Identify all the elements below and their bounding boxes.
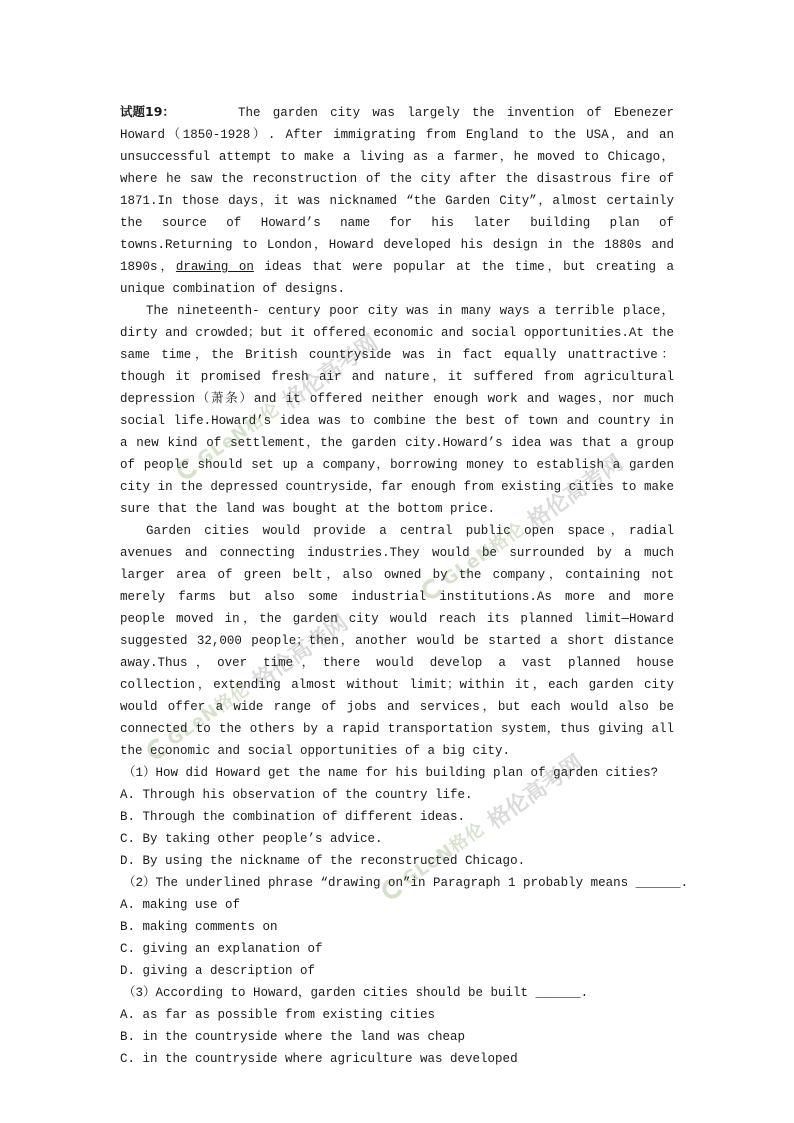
question-1-option-d: D. By using the nickname of the reconstructed Chicago. <box>120 854 526 868</box>
watermark-text: 格伦高考网 <box>278 330 383 415</box>
watermark-logo-icon: GLeN格伦 <box>142 675 255 765</box>
question-1-option-c: C. By taking other people’s advice. <box>120 832 383 846</box>
question-1-stem: （1）How did Howard get the name for his building plan of garden cities? <box>123 766 659 780</box>
paragraph-1 <box>120 101 674 300</box>
underlined-phrase: drawing on <box>175 260 254 274</box>
watermark-logo-icon: GLeN格伦 <box>377 815 490 905</box>
paragraph-1-text-after: ideas that were popular at the time，but creating a unique combination of designs. <box>120 260 675 296</box>
document-page <box>120 101 689 1070</box>
watermark-logo-icon: GLeN格伦 <box>417 515 530 605</box>
paragraph-1-text-before: The garden city was largely the invention of Ebenezer Howard（1850-1928）. After immigrating from England to the USA，and an unsuccessful attempt to make a living as a farmer，he moved to Chicago，where he saw the reconstruction of the city after the disastrous fire of 1871.In those days，it was nicknamed “the Garden City”，almost certainly the source of Howard’s name for his later building plan of towns.Returning to London，Howard developed his design in the 1880s and 1890s， <box>120 106 674 274</box>
question-1-option-a: A. Through his observation of the country life. <box>120 788 473 802</box>
paragraph-2: The nineteenth- century poor city was in many ways a terrible place，dirty and crowded；but it offered economic and social opportunities.At the same time，the British countryside was in fact equally unattractive：though it promised fresh air and nature，it suffered from agricultural depression（萧条）and it offered neither enough work and wages，nor much social life.Howard’s idea was to combine the best of town and country in a new kind of settlement，the garden city.Howard’s idea was that a group of people should set up a company，borrowing money to establish a garden city in the depressed countryside，far enough from existing cities to make sure that the land was bought at the bottom price. <box>120 304 674 516</box>
question-3-option-b: B. in the countryside where the land was cheap <box>120 1030 466 1044</box>
watermark-logo-icon: GLeN格伦 <box>172 395 285 485</box>
watermark-text: 格伦高考网 <box>483 750 588 835</box>
question-2-option-d: D. giving a description of <box>120 964 316 978</box>
question-2-stem: （2）The underlined phrase “drawing on”in Paragraph 1 probably means ______. <box>123 876 689 890</box>
paragraph-3: Garden cities would provide a central public open space，radial avenues and connecting industries.They would be surrounded by a much larger area of green belt，also owned by the company，containing not merely farms but also some industrial institutions.As more and more people moved in，the garden city would reach its planned limit—Howard suggested 32,000 people；then，another would be started a short distance away.Thus，over time，there would develop a vast planned house collection，extending almost without limit；within it，each garden city would offer a wide range of jobs and services，but each would also be connected to the others by a rapid transportation system，thus giving all the economic and social opportunities of a big city. <box>120 524 674 758</box>
watermark-text: 格伦高考网 <box>523 450 628 535</box>
watermark-text: 格伦高考网 <box>248 610 353 695</box>
question-number-label: 试题19： <box>120 104 175 119</box>
question-2-option-b: B. making comments on <box>120 920 278 934</box>
question-3-option-a: A. as far as possible from existing cities <box>120 1008 436 1022</box>
question-3-stem: （3）According to Howard，garden cities should be built ______. <box>123 986 589 1000</box>
question-1-option-b: B. Through the combination of different ideas. <box>120 810 466 824</box>
question-2-option-c: C. giving an explanation of <box>120 942 323 956</box>
question-3-option-c: C. in the countryside where agriculture was developed <box>120 1052 518 1066</box>
question-2-option-a: A. making use of <box>120 898 241 912</box>
